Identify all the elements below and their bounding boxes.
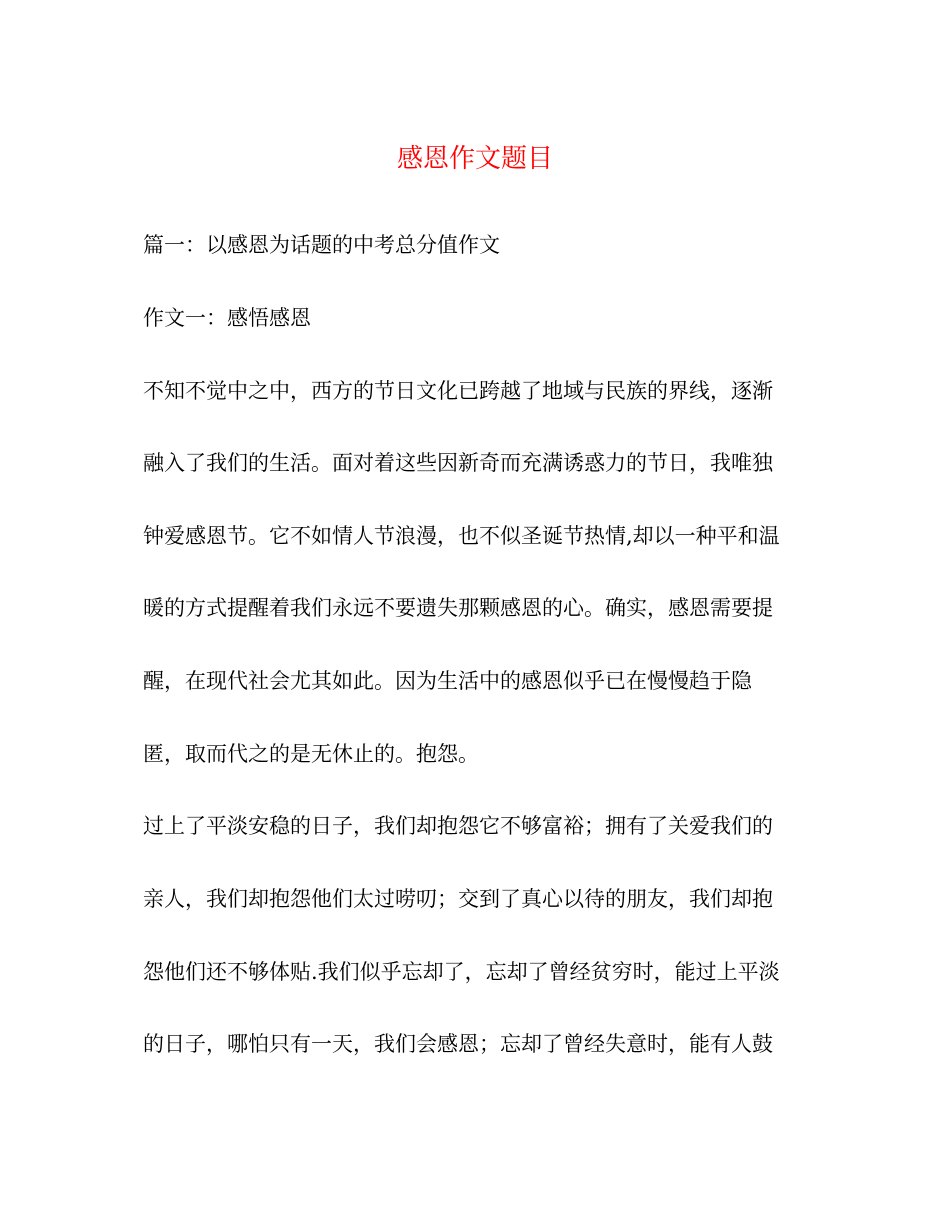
paragraph-line: 的日子，哪怕只有一天，我们会感恩；忘却了曾经失意时，能有人鼓	[143, 1032, 773, 1056]
section-heading: 篇一：以感恩为话题的中考总分值作文	[143, 233, 500, 257]
essay-heading: 作文一：感悟感恩	[143, 306, 311, 330]
paragraph-line: 暖的方式提醒着我们永远不要遗失那颗感恩的心。确实，感恩需要提	[143, 596, 773, 620]
paragraph-line: 融入了我们的生活。面对着这些因新奇而充满诱惑力的节日，我唯独	[143, 451, 773, 475]
paragraph-line: 过上了平淡安稳的日子，我们却抱怨它不够富裕；拥有了关爱我们的	[143, 814, 773, 838]
paragraph-line: 不知不觉中之中，西方的节日文化已跨越了地域与民族的界线，逐渐	[143, 379, 773, 403]
paragraph-line: 匿，取而代之的是无休止的。抱怨。	[143, 742, 479, 766]
paragraph-line: 怨他们还不够体贴.我们似乎忘却了，忘却了曾经贫穷时，能过上平淡	[143, 960, 780, 984]
document-title: 感恩作文题目	[396, 144, 553, 174]
paragraph-line: 醒，在现代社会尤其如此。因为生活中的感恩似乎已在慢慢趋于隐	[143, 669, 752, 693]
paragraph-line: 钟爱感恩节。它不如情人节浪漫，也不似圣诞节热情,却以一种平和温	[143, 524, 780, 548]
paragraph-line: 亲人，我们却抱怨他们太过唠叨；交到了真心以待的朋友，我们却抱	[143, 887, 773, 911]
